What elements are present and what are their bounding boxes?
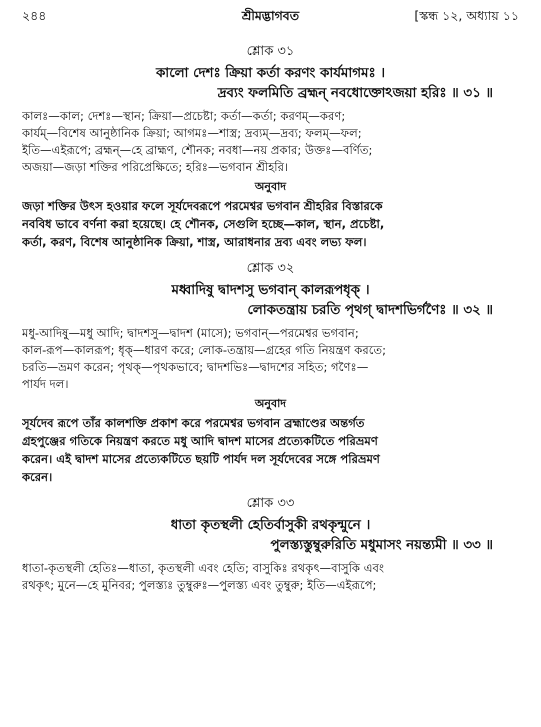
translation-line: কর্তা, করণ, বিশেষ আনুষ্ঠানিক ক্রিয়া, শাস্ত্র, আরাধনার দ্রব্য এবং লভ্য ফল।: [22, 235, 367, 249]
verse-line: দ্রব্যং ফলমিতি ব্রহ্মন্ নবধোক্তোঽজয়া হরিঃ ॥ ৩১ ॥: [217, 86, 493, 101]
gloss-line: ধাতা-কৃতস্থলী হেতিঃ—ধাতা, কৃতস্থলী এবং হেতি; বাসুকিঃ রথকৃৎ—বাসুকি এবং: [22, 561, 384, 575]
gloss-line: ইতি—এইরূপে; ব্রহ্মন্—হে ব্রাহ্মণ, শৌনক; নবধা—নয় প্রকার; উক্তঃ—বর্ণিত;: [22, 143, 373, 157]
translation-heading: অনুবাদ: [254, 180, 287, 193]
gloss-line: পার্যদ দল।: [22, 377, 69, 391]
verse-line: পুলস্ত্যস্তুম্বুরুরিতি মধুমাসং নয়ন্ত্যমী ॥ ৩৩ ॥: [270, 538, 493, 553]
gloss-line: চরতি—ভ্রমণ করেন; পৃথক্—পৃথকভাবে; দ্বাদশভিঃ—দ্বাদশের সহিত; গণৈঃ—: [22, 360, 369, 374]
verse-line: মধ্বাদিষু দ্বাদশসু ভগবান্ কালরূপধৃক্ ।: [171, 283, 370, 298]
page-number: ২৪৪: [22, 8, 47, 23]
word-meanings: [22, 560, 519, 594]
translation-line: করেন। এই দ্বাদশ মাসের প্রত্যেকটিতে ছয়টি পার্যদ দল সূর্যদেবের সঙ্গে পরিভ্রমণ: [22, 452, 380, 466]
sloka-label: শ্লোক ৩১: [246, 44, 295, 59]
sloka-section: [22, 42, 519, 251]
translation: [22, 197, 519, 251]
gloss-line: কালঃ—কাল; দেশঃ—স্থান; ক্রিয়া—প্রচেষ্টা; কর্তা—কর্তা; করণম্—করণ;: [22, 109, 346, 123]
verse-line: ধাতা কৃতস্থলী হেতির্বাসুকী রথকৃন্মুনে ।: [170, 518, 371, 533]
sloka-section: [22, 259, 519, 486]
book-title: শ্রীমদ্ভাগবত: [241, 8, 300, 23]
chapter-reference: [স্কন্ধ ১২, অধ্যায় ১১: [414, 8, 519, 23]
gloss-line: কাল-রূপ—কালরূপ; ধৃক্—ধারণ করে; লোক-তন্ত্রায়—গ্রহের গতি নিয়ন্ত্রণ করতে;: [22, 343, 386, 357]
gloss-line: মধু-আদিষু—মধু আদি; দ্বাদশসু—দ্বাদশ (মাসে); ভগবান্—পরমেশ্বর ভগবান;: [22, 326, 359, 340]
verse-line: কালো দেশঃ ক্রিয়া কর্তা করণং কার্যমাগমঃ ।: [155, 66, 386, 81]
word-meanings: [22, 108, 519, 176]
gloss-line: রথকৃৎ; মুনে—হে মুনিবর; পুলস্ত্যঃ তুম্বুরুঃ—পুলস্ত্য এবং তুম্বুরু; ইতি—এইরূপে;: [22, 578, 377, 592]
page-content: [22, 40, 519, 602]
translation-line: জড়া শক্তির উৎস হওয়ার ফলে সূর্যদেবরূপে পরমেশ্বর ভগবান শ্রীহরির বিস্তারকে: [22, 199, 383, 213]
translation: [22, 414, 519, 486]
gloss-line: কার্যম্—বিশেষ আনুষ্ঠানিক ক্রিয়া; আগমঃ—শাস্ত্র; দ্রব্যম্—দ্রব্য; ফলম্—ফল;: [22, 126, 362, 140]
sloka-label: শ্লোক ৩৩: [246, 496, 295, 511]
translation-heading: অনুবাদ: [254, 397, 287, 410]
verse-line: লোকতন্ত্রায় চরতি পৃথগ্ দ্বাদশভির্গণৈঃ ॥ ৩২ ॥: [247, 303, 493, 318]
sloka-label: শ্লোক ৩২: [246, 261, 295, 276]
word-meanings: [22, 325, 519, 393]
translation-line: নববিধ ভাবে বর্ণনা করা হয়েছে। হে শৌনক, সেগুলি হচ্ছে—কাল, স্থান, প্রচেষ্টা,: [22, 217, 385, 231]
sloka-section: [22, 494, 519, 594]
gloss-line: অজয়া—জড়া শক্তির পরিপ্রেক্ষিতে; হরিঃ—ভগবান শ্রীহরি।: [22, 160, 289, 174]
translation-line: সূর্যদেব রূপে তাঁর কালশক্তি প্রকাশ করে পরমেশ্বর ভগবান ব্রহ্মাণ্ডের অন্তর্গত: [22, 416, 365, 430]
translation-line: গ্রহপুঞ্জের গতিকে নিয়ন্ত্রণ করতে মধু আদি দ্বাদশ মাসের প্রত্যেকটিতে পরিভ্রমণ: [22, 434, 378, 448]
translation-line: করেন।: [22, 470, 53, 484]
page-header: [22, 8, 519, 28]
